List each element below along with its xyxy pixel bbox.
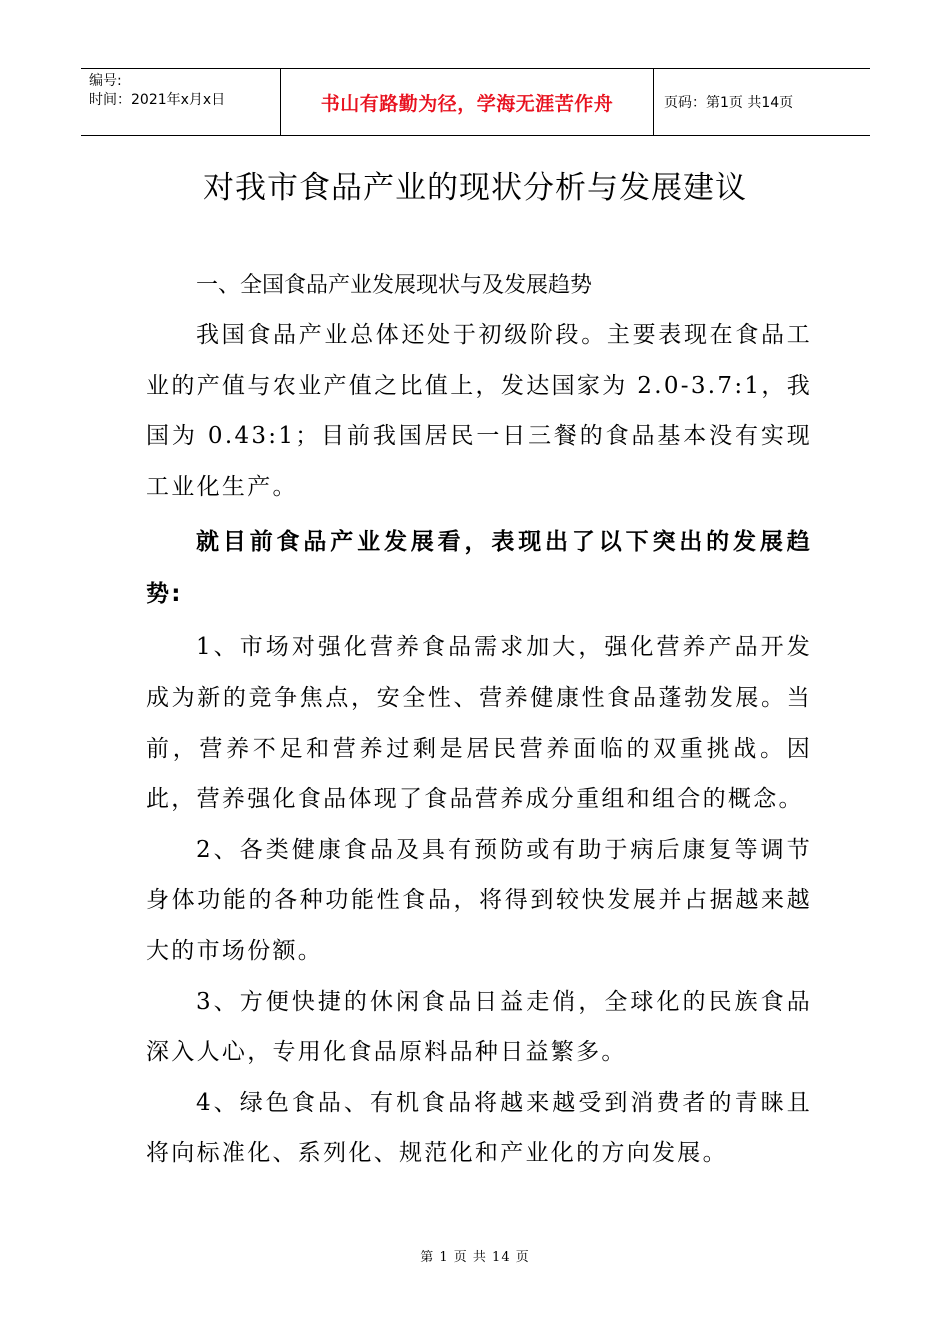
- header-page-info: 页码：第1页 共14页: [664, 95, 794, 111]
- paragraph-trend-lead: 就目前食品产业发展看，表现出了以下突出的发展趋势:: [146, 529, 812, 607]
- time-label: 时间：2021年x月x日: [89, 92, 226, 108]
- paragraph-trend-2: 2、各类健康食品及具有预防或有助于病后康复等调节身体功能的各种功能性食品，将得到较快发展并占据越来越大的市场份额。: [146, 836, 812, 964]
- paragraph-intro: 我国食品产业总体还处于初级阶段。主要表现在食品工业的产值与农业产值之比值上，发达国家为 2.0-3.7:1，我国为 0.43:1；目前我国居民一日三餐的食品基本没有实现工业化生产。: [146, 322, 812, 500]
- header-motto: 书山有路勤为径，学海无涯苦作舟: [281, 69, 654, 135]
- number-label: 编号:: [89, 73, 122, 89]
- paragraph-trend-1: 1、市场对强化营养食品需求加大，强化营养产品开发成为新的竞争焦点，安全性、营养健康性食品蓬勃发展。当前，营养不足和营养过剩是居民营养面临的双重挑战。因此，营养强化食品体现了食品营养成分重组和组合的概念。: [146, 634, 812, 813]
- header-meta: [81, 69, 281, 135]
- section-heading: 一、全国食品产业发展现状与及发展趋势: [196, 273, 593, 298]
- paragraph-trend-4: 4、绿色食品、有机食品将越来越受到消费者的青睐且将向标准化、系列化、规范化和产业化的方向发展。: [146, 1089, 812, 1167]
- document-header: [81, 68, 870, 136]
- paragraph-trend-3: 3、方便快捷的休闲食品日益走俏，全球化的民族食品深入人心，专用化食品原料品种日益繁多。: [146, 988, 812, 1066]
- page-footer: 第 1 页 共 14 页: [420, 1250, 530, 1265]
- document-title: 对我市食品产业的现状分析与发展建议: [203, 170, 747, 206]
- document-body: [146, 262, 812, 1179]
